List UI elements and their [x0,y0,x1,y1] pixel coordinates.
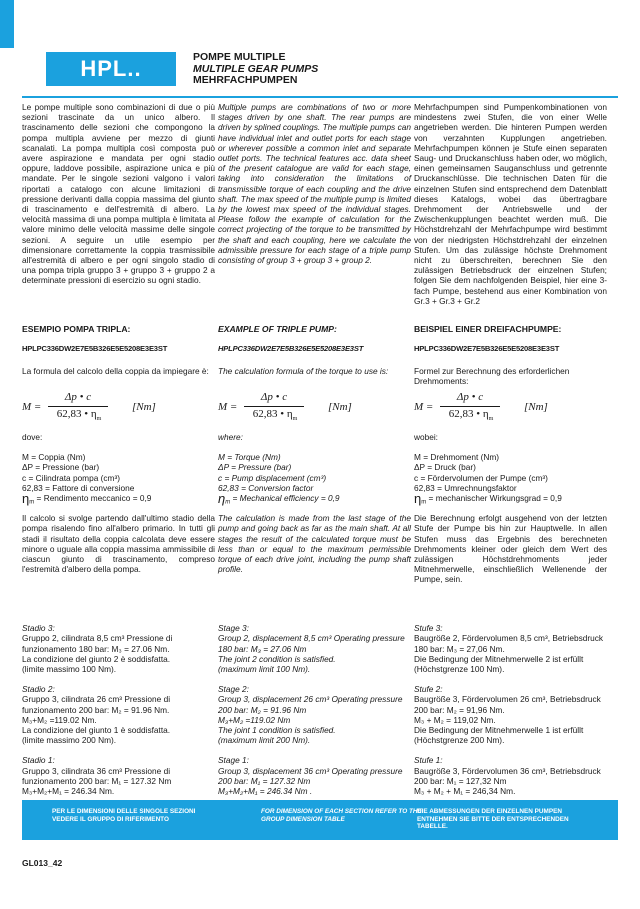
pump-code: HPLPC336DW2E7E5B326E5E5208E3E3ST [218,344,364,353]
title-english: MULTIPLE GEAR PUMPS [193,62,319,75]
formula-denominator: 62,83 • $\eta_m$ [56,408,102,423]
legend-item: M = Coppia (Nm) [22,452,86,463]
legend-item: c = Cilindrata pompa (cm³) [22,472,120,483]
formula-numerator: Δp • c [64,391,92,403]
legend-item-efficiency: $\eta_m$ = Mechanical efficiency = 0,9 [218,490,340,506]
corner-accent [0,0,14,48]
where-label: wobei: [414,432,438,442]
example-heading: ESEMPIO POMPA TRIPLA: [22,324,131,334]
stage-block: Stage 1: Group 3, displacement 36 cm³ Operating pressure 200 bar: M₁ = 127.32 Nm M₃+M₂+M₁ = 246.34 Nm . [218,755,403,796]
page-number: GL013_42 [22,858,63,868]
legend-item-efficiency: $\eta_m$ = Rendimento meccanico = 0,9 [22,490,152,506]
pump-code: HPLPC336DW2E7E5B326E5E5208E3E3ST [414,344,560,353]
formula-lead: The calculation formula of the torque to use is: [218,366,389,376]
footer-note-german: DIE ABMESSUNGEN DER EINZELNEN PUMPEN ENTNEHMEN SIE BITTE DER ENTSPRECHENDEN TABELLE. [417,808,569,831]
title-german: MEHRFACHPUMPEN [193,74,298,86]
where-label: where: [218,432,243,442]
example-heading: EXAMPLE OF TRIPLE PUMP: [218,324,337,334]
stage-block: Stadio 1: Gruppo 3, cilindrata 36 cm³ Pressione di funzionamento 200 bar: M₁ = 127.32 Nm M₃+M₂+M₁ = 246.34 Nm. [22,755,172,796]
page-title-block [193,52,318,87]
column-english [218,102,411,806]
footer-note-english: FOR DIMENSION OF EACH SECTION REFER TO THE GROUP DIMENSION TABLE [261,808,422,823]
stage-block: Stage 3: Group 2, displacement 8,5 cm³ Operating pressure 180 bar: M₃ = 27.06 Nm The joint 2 condition is satisfied. (maximum limit 100 Nm). [218,623,405,674]
intro-text: Mehrfachpumpen sind Pumpenkombinationen von mindestens zwei Stufen, die von einer Welle angetrieben werden. Die hinteren Pumpen werden von verzahnten Kupplungen angetrieben. Mehrfachpumpen können je Stufe einen separaten Saug- und Druckanschluss haben oder, wo möglich, einen gemeinsamen Sauganschluss und getrennte Druckanschlüsse. Die technischen Daten für die einzelnen Stufen sind entsprechend dem Datenblatt dieses Katalogs, wobei das übertragbare Drehmoment der Antriebswelle und der Zwischenkupplungen beachtet werden muß. Die Höchstdrehzahl der Mehrfachpumpe wird bestimmt von der niedrigsten Höchstdrehzahl der einzelnen Stufen. Um das zulässige höchste Drehmoment nicht zu überschreiten, berechnen Sie den zulässigen Betriebsdruck der einzelnen Stufen; folgen Sie dem nachfolgenden Beispiel, hier eine 3-fach Pumpe, bestehend aus einer Kombination von Gr.3 + Gr.3 + Gr.2 [414,102,607,306]
stage-block: Stadio 3: Gruppo 2, cilindrata 8,5 cm³ Pressione di funzionamento 180 bar: M₃ = 27.06 Nm. La condizione del giunto 2 è soddisfatta. (limite massimo 100 Nm). [22,623,173,674]
calculation-text: Il calcolo si svolge partendo dall'ultimo stadio della pompa risalendo fino all'albero primario. In tutti gli stadi il risultato della coppia calcolata deve essere minore o uguale alla coppia massima ammissibile di ciascun giunto di trascinamento, compreso l'estremità d'albero della pompa. [22,513,215,575]
stage-block: Stufe 3: Baugröße 2, Fördervolumen 8,5 cm³, Betriebsdruck 180 bar: M₃ = 27,06 Nm. Die Bedingung der Mitnehmerwelle 2 ist erfüllt (Höchstgrenze 100 Nm). [414,623,604,674]
formula-lead: Formel zur Berechnung des erforderlichen Drehmoments: [414,366,570,387]
header-divider [22,96,618,98]
example-heading: BEISPIEL EINER DREIFACHPUMPE: [414,324,562,334]
column-german [414,102,607,806]
title-italian: POMPE MULTIPLE [193,51,286,63]
intro-text: Le pompe multiple sono combinazioni di due o più sezioni trascinate da un unico albero. Il trascinamento delle sezioni che compongono la pompa multipla avviene per mezzo di giunti scanalati. La pompa multipla così composta può avere aspirazione e mandata per ogni stadio oppure, laddove possibile, aspirazione unica e più mandate. Per le singole sezioni valgono i valori riportati a catalogo con alcune limitazioni di pressione derivanti dalla coppia massima del giunto di trascinamento e dell'estremità di albero. La velocità massima di una pompa multipla è limitata al valore minimo delle velocità massime delle singole sezioni. A seguire un utile esempio per dimensionare correttamente la coppia trasmissibile all'estremità di albero e per ogni singolo stadio di una pompa tripla gruppo 3 + gruppo 3 + gruppo 2 a determinate pressioni di esercizio su ogni stadio. [22,102,215,286]
torque-formula: M = Δp • c 62,83 • $\eta_m$ [Nm] [414,391,548,423]
stage-block: Stufe 1: Baugröße 3, Fördervolumen 36 cm³, Betriebsdruck 200 bar: M₁ = 127,32 Nm M₃ + M₂ + M₁ = 246,34 Nm. [414,755,601,796]
calculation-text: The calculation is made from the last stage of the pump and going back as far as the main shaft. At all stages the result of the calculated torque must be less than or equal to the maximum permissible torque of each drive joint, including the pump shaft profile. [218,513,411,575]
column-italian [22,102,215,806]
legend-item: ΔP = Pressione (bar) [22,462,100,473]
stage-block: Stufe 2: Baugröße 3, Fördervolumen 26 cm³, Betriebsdruck 200 bar: M₂ = 91,96 Nm. M₃ + M₂ = 119,02 Nm. Die Bedingung der Mitnehmerwelle 1 ist erfüllt (Höchstgrenze 200 Nm). [414,684,601,746]
stage-block: Stadio 2: Gruppo 3, cilindrata 26 cm³ Pressione di funzionamento 200 bar: M₂ = 91.96 Nm. M₃+M₂ =119.02 Nm. La condizione del giunto 1 è soddisfatta. (limite massimo 200 Nm). [22,684,171,746]
formula-lhs: M = [22,401,42,413]
footer-note-italian: PER LE DIMENSIONI DELLE SINGOLE SEZIONI VEDERE IL GRUPPO DI RIFERIMENTO [52,808,196,823]
torque-formula [22,392,215,426]
formula-lead: La formula del calcolo della coppia da impiegare è: [22,366,209,376]
legend-item-efficiency: $\eta_m$ = mechanischer Wirkungsgrad = 0,9 [414,490,562,506]
calculation-text: Die Berechnung erfolgt ausgehend von der letzten Stufe der Pumpe bis hin zur Hauptwelle. In allen Stufen muss das Ergebnis des berechneten Drehmoments kleiner oder gleich dem Wert des zulässigen Höchstdrehmoments jeder Mitnehmerwelle, einschließlich Wellenende der Pumpe, sein. [414,513,607,585]
where-label: dove: [22,432,43,442]
torque-formula: M = Δp • c 62,83 • $\eta_m$ [Nm] [218,391,352,423]
hpl-logo: HPL.. [46,52,176,86]
formula-unit: [Nm] [132,401,156,413]
intro-text: Multiple pumps are combinations of two or more stages driven by one shaft. The rear pumps are driven by splined couplings. The multiple pumps can have individual inlet and outlet ports for each stage or wherever possible a common inlet and separate outlet ports. The technical features acc. data sheet of the present catalogue are valid for each stage, taking into consideration the limitations of transmissible torque of each coupling and the drive shaft. The max speed of the multiple pump is limited by the lowest max speed of the individual stages. Please follow the example of calculation for the correct projecting of the torque to be transmitted by the shaft and each coupling, here we calculate the admissible pressure for each stage of a triple pump consisting of group 3 + group 3 + group 2. [218,102,411,266]
formula-legend: M = Torque (Nm) ΔP = Pressure (bar) c = Pump displacement (cm³) 62,83 = Conversion factor $\eta_m$ = Mechanical efficiency = 0,9 [218,452,411,503]
fraction-bar [48,406,108,407]
pump-code: HPLPC336DW2E7E5B326E5E5208E3E3ST [22,344,168,353]
legend-item: 62,83 = Fattore di conversione [22,482,135,493]
formula-legend [22,452,215,506]
formula-legend: M = Drehmoment (Nm) ΔP = Druck (bar) c = Fördervolumen der Pumpe (cm³) 62,83 = Umrechnungsfaktor $\eta_m$ = mechanischer Wirkungsgrad = 0,9 [414,452,607,503]
stage-block: Stage 2: Group 3, displacement 26 cm³ Operating pressure 200 bar: M₂ = 91.96 Nm M₃+M₂ =119.02 Nm The joint 1 condition is satisfied. (maximum limit 200 Nm). [218,684,403,746]
